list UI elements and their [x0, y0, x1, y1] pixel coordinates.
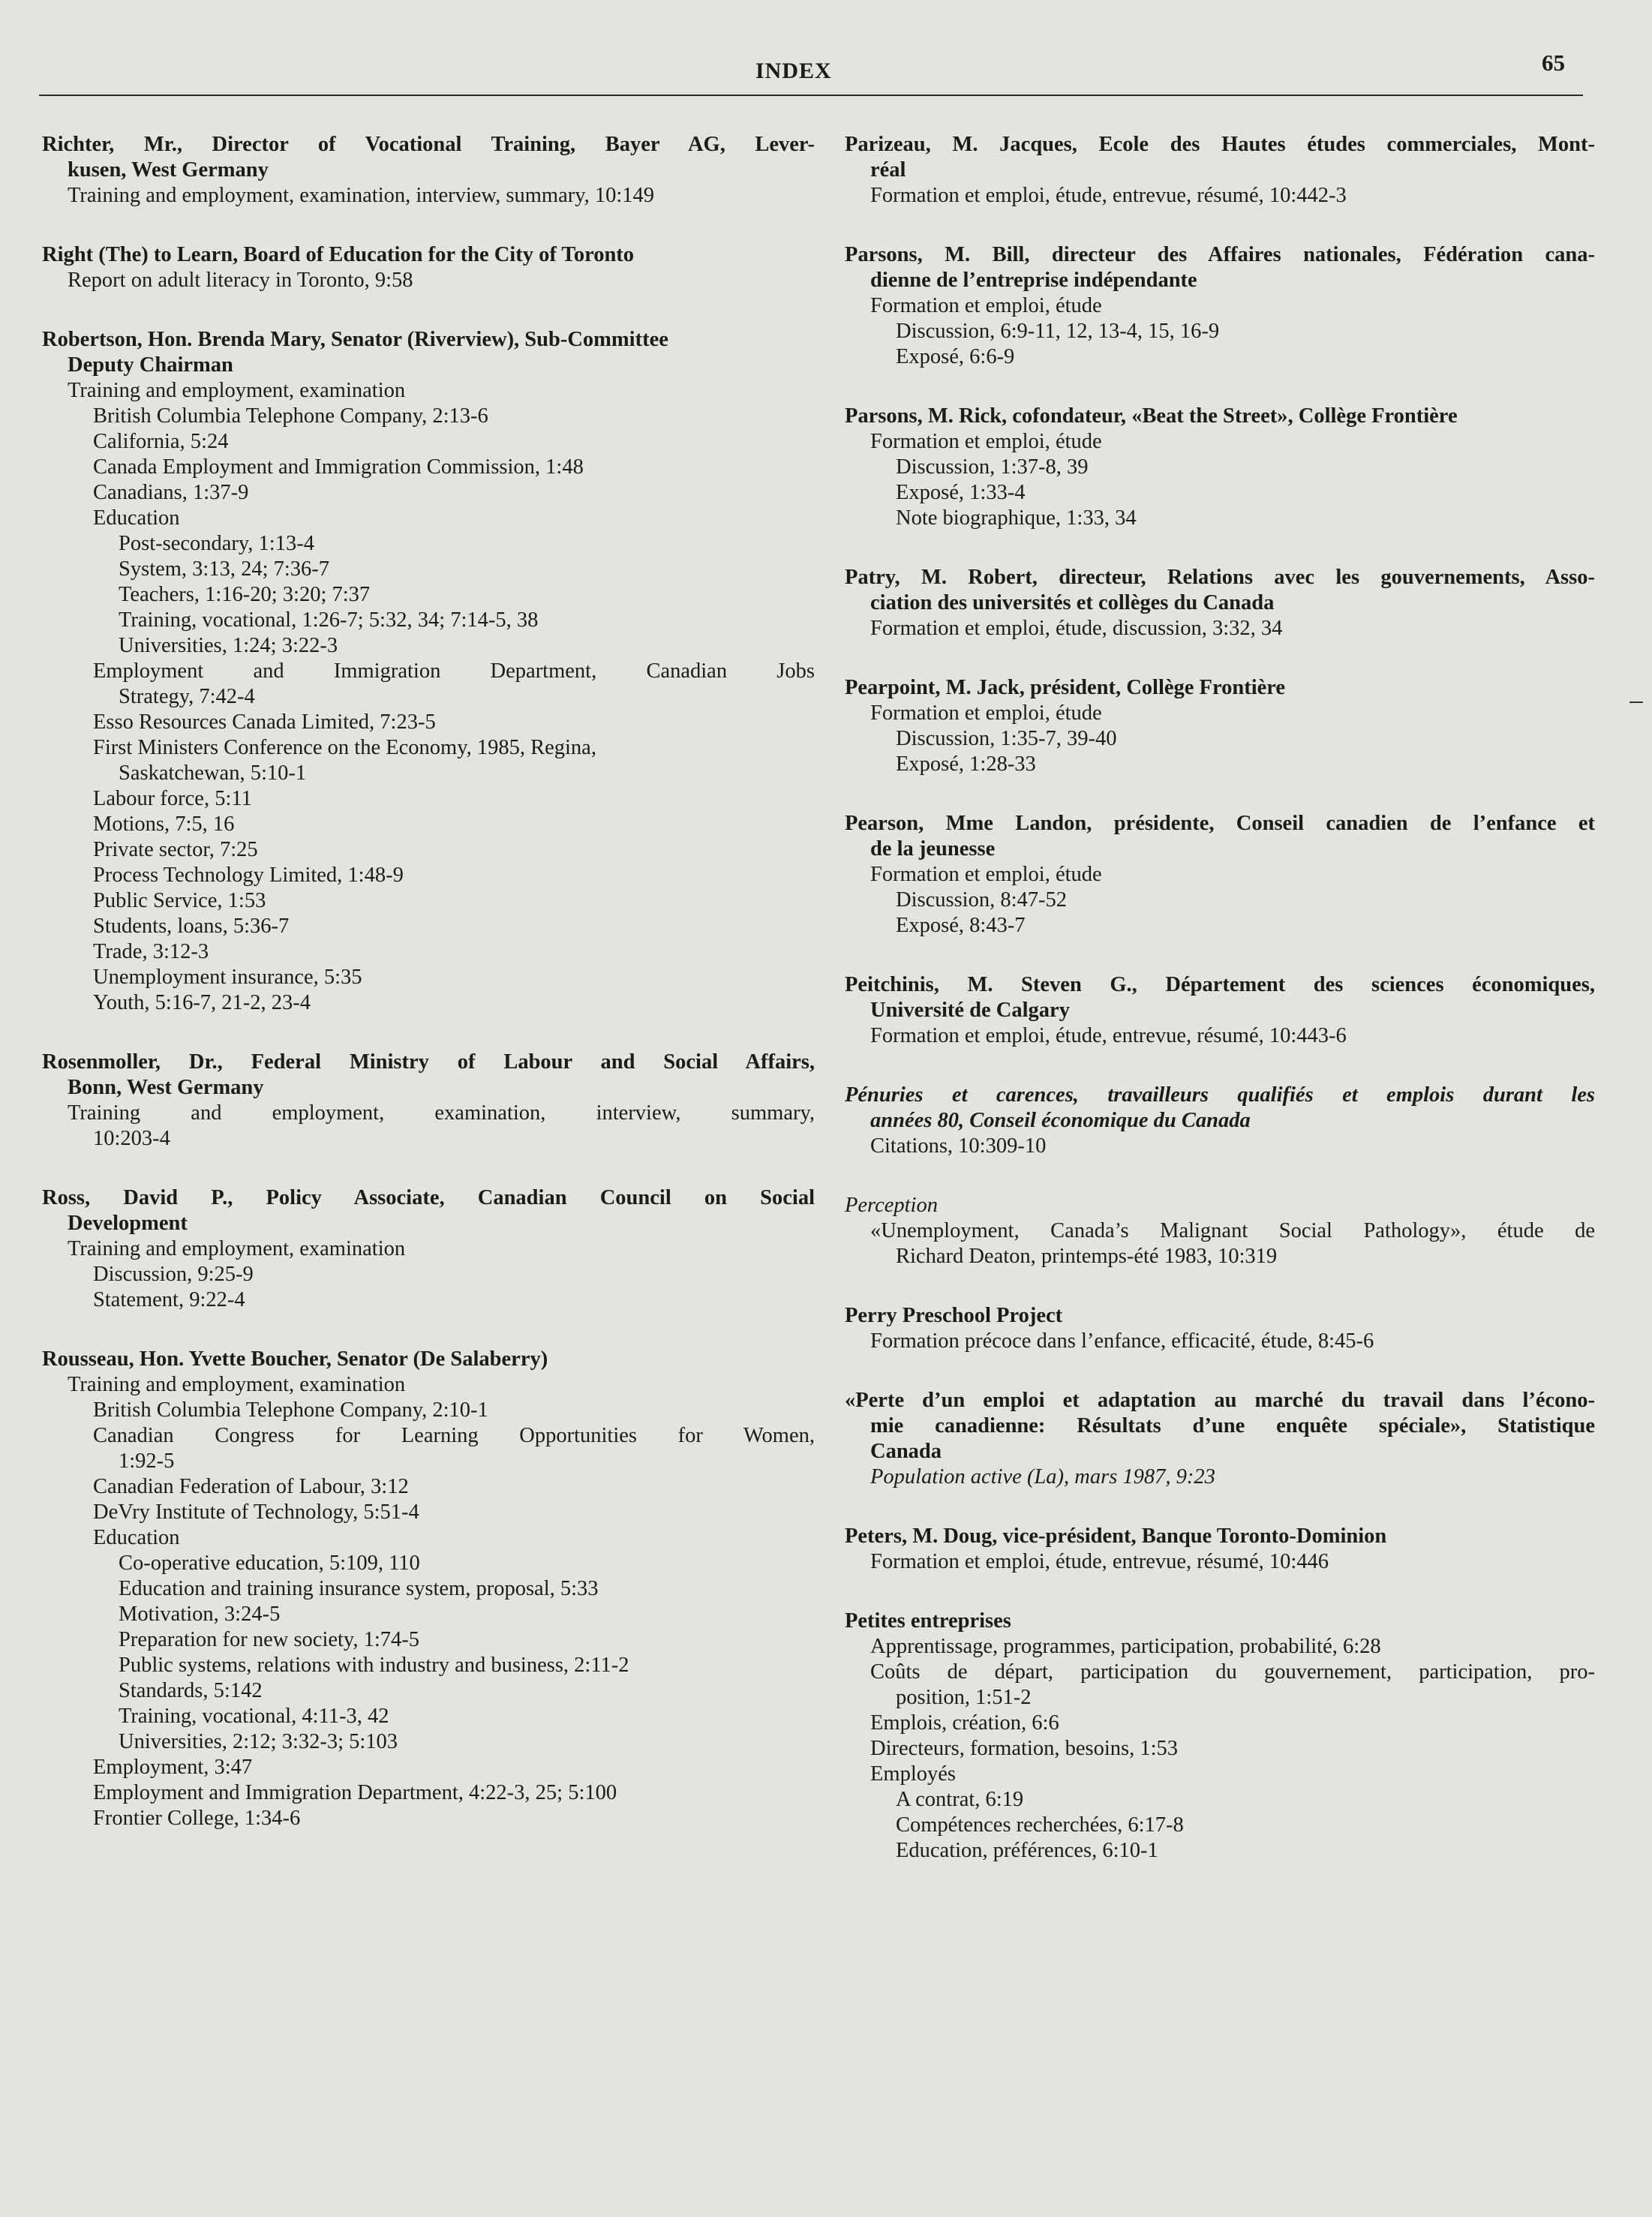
index-heading: Pénuries et carences, travailleurs qualifiés et emplois durant les: [845, 1083, 1595, 1107]
index-subentry: Population active (La), mars 1987, 9:23: [870, 1465, 1215, 1489]
index-heading: Bonn, West Germany: [68, 1076, 264, 1099]
index-subentry: Education, préférences, 6:10-1: [896, 1839, 1158, 1862]
index-subentry: Unemployment insurance, 5:35: [93, 966, 362, 989]
index-subentry: 1:92-5: [119, 1449, 175, 1473]
index-subentry: Formation et emploi, étude, entrevue, résumé, 10:446: [870, 1550, 1329, 1573]
index-subentry: Discussion, 6:9-11, 12, 13-4, 15, 16-9: [896, 320, 1220, 343]
index-subentry: Apprentissage, programmes, participation, probabilité, 6:28: [870, 1635, 1381, 1658]
index-subentry: Private sector, 7:25: [93, 838, 258, 861]
index-heading: Richter, Mr., Director of Vocational Training, Bayer AG, Lever-: [42, 133, 815, 156]
index-subentry: position, 1:51-2: [896, 1686, 1032, 1709]
index-subentry: Education: [93, 506, 180, 530]
index-heading: Pearson, Mme Landon, présidente, Conseil canadien de l’enfance et: [845, 812, 1595, 835]
index-heading: Robertson, Hon. Brenda Mary, Senator (Riverview), Sub-Committee: [42, 328, 668, 351]
index-subentry: Trade, 3:12-3: [93, 940, 209, 963]
index-heading: dienne de l’entreprise indépendante: [870, 269, 1197, 292]
index-subentry: Formation et emploi, étude, discussion, 3:32, 34: [870, 617, 1283, 640]
index-entry: [845, 1083, 1595, 1159]
index-heading: Rousseau, Hon. Yvette Boucher, Senator (De Salaberry): [42, 1347, 548, 1371]
index-subentry: Strategy, 7:42-4: [119, 685, 255, 708]
index-heading: Development: [68, 1212, 188, 1235]
header-rule: [39, 95, 1583, 96]
index-heading: années 80, Conseil économique du Canada: [870, 1109, 1251, 1132]
index-subentry: Education and training insurance system, proposal, 5:33: [119, 1577, 599, 1600]
index-subentry: Training, vocational, 4:11-3, 42: [119, 1705, 389, 1728]
index-subentry: Coûts de départ, participation du gouvernement, participation, pro-: [870, 1660, 1595, 1684]
index-subentry: Canada Employment and Immigration Commission, 1:48: [93, 455, 584, 479]
index-heading: Ross, David P., Policy Associate, Canadian Council on Social: [42, 1186, 815, 1209]
index-subentry: Employés: [870, 1762, 956, 1786]
index-subentry: Canadian Congress for Learning Opportunities for Women,: [93, 1424, 815, 1447]
index-heading: Pearpoint, M. Jack, président, Collège Frontière: [845, 676, 1286, 699]
index-subentry: Training and employment, examination, interview, summary,: [68, 1101, 815, 1125]
index-heading: Deputy Chairman: [68, 353, 233, 377]
index-heading: Peters, M. Doug, vice-président, Banque Toronto-Dominion: [845, 1525, 1387, 1548]
index-subentry: Universities, 1:24; 3:22-3: [119, 634, 338, 657]
index-subentry: California, 5:24: [93, 430, 229, 453]
index-subentry: Training and employment, examination: [68, 1237, 406, 1260]
index-heading: réal: [870, 158, 906, 182]
index-heading: mie canadienne: Résultats d’une enquête spéciale», Statistique: [870, 1414, 1595, 1437]
index-subentry: Co-operative education, 5:109, 110: [119, 1552, 420, 1575]
index-subentry: A contrat, 6:19: [896, 1788, 1024, 1811]
index-subentry: Public systems, relations with industry and business, 2:11-2: [119, 1654, 629, 1677]
index-entry: [42, 327, 815, 1016]
index-entry: [845, 1303, 1595, 1354]
index-subentry: Exposé, 6:6-9: [896, 345, 1015, 368]
index-subentry: Formation précoce dans l’enfance, efficacité, étude, 8:45-6: [870, 1329, 1374, 1353]
index-subentry: System, 3:13, 24; 7:36-7: [119, 557, 330, 581]
index-subentry: Exposé, 1:28-33: [896, 753, 1036, 776]
index-subentry: Formation et emploi, étude: [870, 863, 1102, 886]
index-subentry: Employment and Immigration Department, 4:22-3, 25; 5:100: [93, 1781, 617, 1804]
index-subentry: Employment and Immigration Department, Canadian Jobs: [93, 659, 815, 683]
index-subentry: DeVry Institute of Technology, 5:51-4: [93, 1501, 419, 1524]
running-header-title: INDEX: [755, 59, 832, 83]
index-column-right: [845, 132, 1595, 1897]
index-heading: de la jeunesse: [870, 837, 996, 861]
index-column-left: [42, 132, 815, 1865]
index-subentry: Formation et emploi, étude: [870, 294, 1102, 317]
margin-mark: [1629, 701, 1643, 703]
index-heading: Université de Calgary: [870, 999, 1070, 1022]
index-subentry: Esso Resources Canada Limited, 7:23-5: [93, 710, 436, 734]
index-subentry: Training and employment, examination: [68, 1373, 406, 1396]
index-subentry: British Columbia Telephone Company, 2:10-1: [93, 1398, 488, 1422]
index-entry: [845, 404, 1595, 531]
index-entry: [845, 1609, 1595, 1864]
index-entry: [845, 565, 1595, 641]
index-heading: Right (The) to Learn, Board of Education for the City of Toronto: [42, 243, 635, 266]
index-subentry: «Unemployment, Canada’s Malignant Social Pathology», étude de: [870, 1219, 1595, 1242]
index-subentry: Training and employment, examination, interview, summary, 10:149: [68, 184, 655, 207]
index-subentry: Labour force, 5:11: [93, 787, 252, 810]
index-subentry: Training, vocational, 1:26-7; 5:32, 34; 7:14-5, 38: [119, 608, 539, 632]
index-subentry: Education: [93, 1526, 180, 1549]
index-subentry: Process Technology Limited, 1:48-9: [93, 864, 404, 887]
index-subentry: Preparation for new society, 1:74-5: [119, 1628, 419, 1651]
index-subentry: Canadian Federation of Labour, 3:12: [93, 1475, 409, 1498]
index-subentry: Motivation, 3:24-5: [119, 1603, 281, 1626]
index-subentry: Canadians, 1:37-9: [93, 481, 249, 504]
index-subentry: Discussion, 1:35-7, 39-40: [896, 727, 1117, 750]
index-entry: [42, 132, 815, 209]
index-subentry: Report on adult literacy in Toronto, 9:58: [68, 269, 413, 292]
index-subentry: Note biographique, 1:33, 34: [896, 506, 1137, 530]
index-entry: [845, 1388, 1595, 1490]
index-subentry: Statement, 9:22-4: [93, 1288, 245, 1311]
index-heading: Patry, M. Robert, directeur, Relations avec les gouvernements, Asso-: [845, 566, 1595, 589]
index-subentry: Citations, 10:309-10: [870, 1134, 1047, 1158]
index-subentry: 10:203-4: [93, 1127, 170, 1150]
index-heading: Parsons, M. Bill, directeur des Affaires nationales, Fédération cana-: [845, 243, 1595, 266]
index-subentry: Discussion, 9:25-9: [93, 1263, 254, 1286]
index-subentry: Compétences recherchées, 6:17-8: [896, 1813, 1184, 1837]
index-entry: [42, 1050, 815, 1152]
index-heading: «Perte d’un emploi et adaptation au marché du travail dans l’écono-: [845, 1389, 1595, 1412]
index-subentry: Standards, 5:142: [119, 1679, 263, 1702]
index-heading: Canada: [870, 1440, 942, 1463]
index-subentry: Youth, 5:16-7, 21-2, 23-4: [93, 991, 311, 1014]
index-heading: Perception: [845, 1194, 938, 1217]
index-entry: [42, 1347, 815, 1831]
index-subentry: Students, loans, 5:36-7: [93, 915, 290, 938]
index-entry: [845, 1193, 1595, 1269]
index-entry: [845, 242, 1595, 370]
index-subentry: Universities, 2:12; 3:32-3; 5:103: [119, 1730, 398, 1753]
index-subentry: Frontier College, 1:34-6: [93, 1807, 301, 1830]
index-subentry: Post-secondary, 1:13-4: [119, 532, 314, 555]
index-subentry: British Columbia Telephone Company, 2:13-6: [93, 404, 488, 428]
index-heading: Parizeau, M. Jacques, Ecole des Hautes études commerciales, Mont-: [845, 133, 1595, 156]
index-heading: Rosenmoller, Dr., Federal Ministry of Labour and Social Affairs,: [42, 1050, 815, 1074]
index-entry: [845, 675, 1595, 777]
index-subentry: Employment, 3:47: [93, 1756, 253, 1779]
page-number: 65: [1542, 50, 1565, 76]
index-subentry: Public Service, 1:53: [93, 889, 266, 912]
index-heading: ciation des universités et collèges du Canada: [870, 591, 1275, 614]
index-heading: Petites entreprises: [845, 1609, 1011, 1633]
index-entry: [845, 811, 1595, 939]
index-subentry: Saskatchewan, 5:10-1: [119, 762, 307, 785]
index-entry: [42, 242, 815, 293]
index-subentry: Richard Deaton, printemps-été 1983, 10:319: [896, 1245, 1278, 1268]
index-subentry: Training and employment, examination: [68, 379, 406, 402]
index-subentry: Directeurs, formation, besoins, 1:53: [870, 1737, 1178, 1760]
index-subentry: Formation et emploi, étude: [870, 430, 1102, 453]
index-heading: Peitchinis, M. Steven G., Département des sciences économiques,: [845, 973, 1595, 996]
index-subentry: Discussion, 1:37-8, 39: [896, 455, 1089, 479]
index-subentry: Motions, 7:5, 16: [93, 813, 235, 836]
index-heading: Perry Preschool Project: [845, 1304, 1063, 1327]
index-subentry: Formation et emploi, étude: [870, 701, 1102, 725]
index-entry: [845, 972, 1595, 1049]
index-subentry: Formation et emploi, étude, entrevue, résumé, 10:443-6: [870, 1024, 1347, 1047]
index-heading: Parsons, M. Rick, cofondateur, «Beat the Street», Collège Frontière: [845, 404, 1458, 428]
index-entry: [845, 132, 1595, 209]
index-subentry: Exposé, 1:33-4: [896, 481, 1026, 504]
index-subentry: Exposé, 8:43-7: [896, 914, 1026, 937]
index-subentry: Teachers, 1:16-20; 3:20; 7:37: [119, 583, 371, 606]
index-entry: [42, 1185, 815, 1313]
index-subentry: First Ministers Conference on the Economy, 1985, Regina,: [93, 736, 596, 759]
index-heading: kusen, West Germany: [68, 158, 269, 182]
index-subentry: Emplois, création, 6:6: [870, 1711, 1059, 1735]
index-subentry: Discussion, 8:47-52: [896, 888, 1067, 912]
index-subentry: Formation et emploi, étude, entrevue, résumé, 10:442-3: [870, 184, 1347, 207]
index-entry: [845, 1524, 1595, 1575]
